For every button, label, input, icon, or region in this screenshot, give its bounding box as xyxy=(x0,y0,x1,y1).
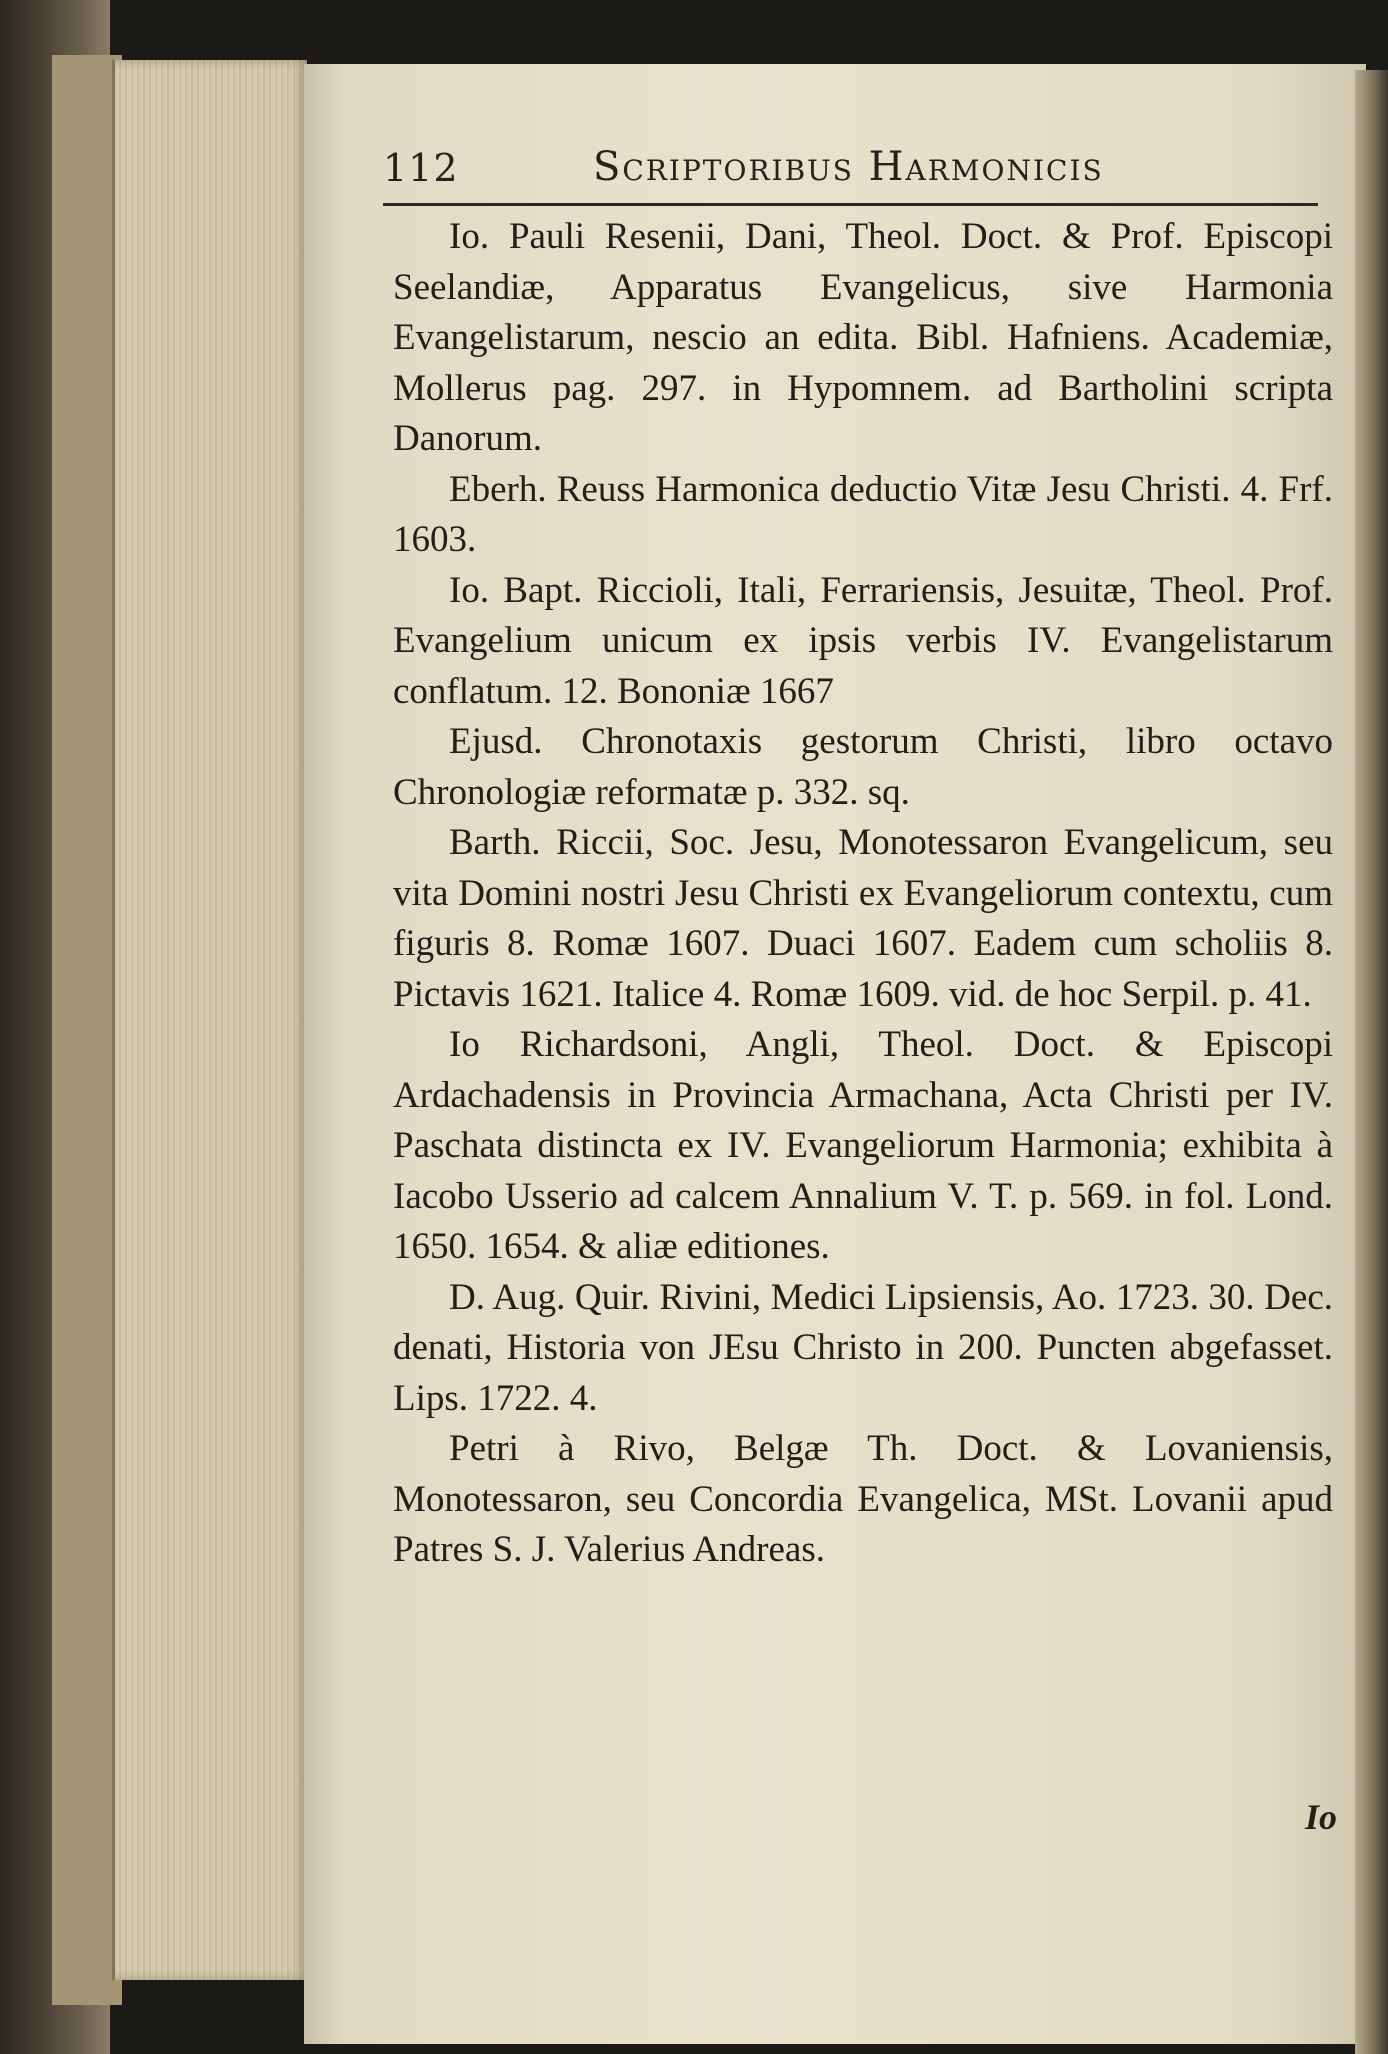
entry-riccioli-chronotaxis: Ejusd. Chronotaxis gestorum Christi, libro octavo Chronologiæ reformatæ p. 332. sq. xyxy=(393,721,1333,813)
entry-riccius: Barth. Riccii, Soc. Jesu, Monotessaron Evangelicum, seu vita Domini nostri Jesu Christi ex Evangeliorum contextu, cum figuris 8. Romæ 1607. Duaci 1607. Eadem cum scholiis 8. Pictavis 1621. Italice 4. Romæ 1609. vid. de hoc Serpil. p. 41. xyxy=(393,822,1333,1015)
page-number: 112 xyxy=(383,146,459,190)
entry-resenius: Io. Pauli Resenii, Dani, Theol. Doct. & Prof. Episcopi Seelandiæ, Apparatus Evangelicus, sive Harmonia Evangelistarum, nescio an edita. Bibl. Hafniens. Academiæ, Mollerus pag. 297. in Hypomnem. ad Bartholini scripta Danorum. xyxy=(393,216,1333,459)
entry-reuss: Eberh. Reuss Harmonica deductio Vitæ Jesu Christi. 4. Frf. 1603. xyxy=(393,468,1333,560)
entry-a-rivo: Petri à Rivo, Belgæ Th. Doct. & Lovaniensis, Monotessaron, seu Concordia Evangelica, MSt. Lovanii apud Patres S. J. Valerius Andreas. xyxy=(393,1428,1333,1570)
page-fold-edge xyxy=(1355,70,1388,2054)
page-edges xyxy=(112,60,307,1980)
body-text xyxy=(393,212,1333,1576)
running-title: Scriptoribus Harmonicis xyxy=(593,144,1104,190)
running-header xyxy=(383,140,1318,200)
entry-richardson: Io Richardsoni, Angli, Theol. Doct. & Episcopi Ardachadensis in Provincia Armachana, Acta Christi per IV. Paschata distincta ex IV. Evangeliorum Harmonia; exhibita à Iacobo Usserio ad calcem Annalium V. T. p. 569. in fol. Lond. 1650. 1654. & aliæ editiones. xyxy=(393,1024,1333,1267)
catchword: Io xyxy=(1305,1797,1338,1837)
entry-riccioli: Io. Bapt. Riccioli, Itali, Ferrariensis, Jesuitæ, Theol. Prof. Evangelium unicum ex ipsis verbis IV. Evangelistarum conflatum. 12. Bononiæ 1667 xyxy=(393,569,1333,712)
header-rule xyxy=(383,203,1318,206)
entry-rivinus: D. Aug. Quir. Rivini, Medici Lipsiensis, Ao. 1723. 30. Dec. denati, Historia von JEsu Christo in 200. Puncten abgefasset. Lips. 1722. 4. xyxy=(393,1276,1333,1419)
